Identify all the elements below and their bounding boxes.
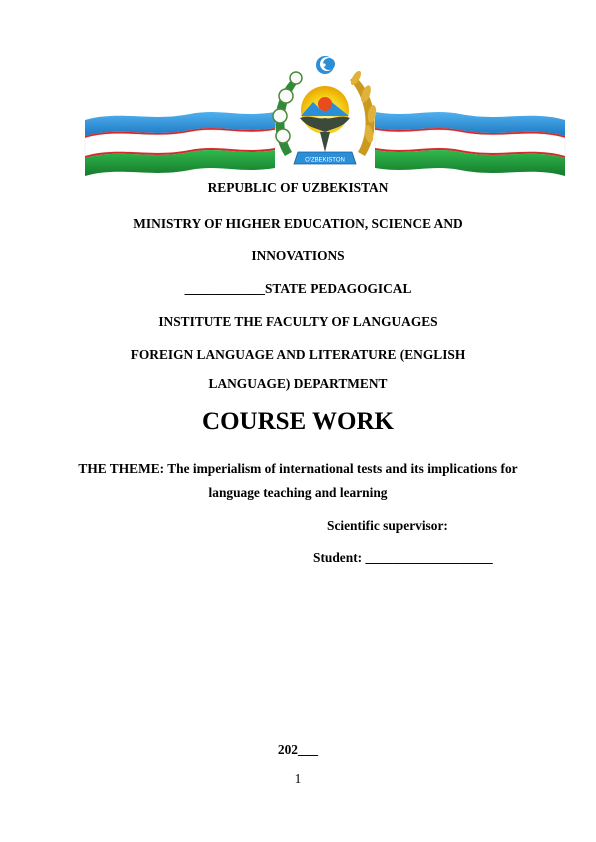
header-department-cont: LANGUAGE) DEPARTMENT bbox=[208, 376, 388, 391]
emblem-center bbox=[294, 56, 356, 164]
right-flag bbox=[375, 112, 565, 176]
header-department: FOREIGN LANGUAGE AND LITERATURE (ENGLISH bbox=[130, 347, 466, 362]
theme-line-1: THE THEME: The imperialism of international tests and its implications for bbox=[78, 461, 518, 476]
header-ministry: MINISTRY OF HIGHER EDUCATION, SCIENCE AND bbox=[133, 216, 463, 231]
scientific-supervisor-label: Scientific supervisor: bbox=[327, 518, 448, 533]
header-country: REPUBLIC OF UZBEKISTAN bbox=[207, 180, 389, 195]
header-faculty: INSTITUTE THE FACULTY OF LANGUAGES bbox=[158, 314, 438, 329]
header-institute-name: ____________STATE PEDAGOGICAL bbox=[184, 281, 412, 296]
page-title: COURSE WORK bbox=[202, 408, 394, 435]
year: 202___ bbox=[277, 742, 319, 757]
state-emblem-with-flag bbox=[80, 48, 570, 184]
uzbekistan-emblem-icon bbox=[80, 48, 570, 184]
header-innovations: INNOVATIONS bbox=[251, 248, 345, 263]
theme-line-2: language teaching and learning bbox=[208, 485, 388, 500]
svg-text:O'ZBEKISTON: O'ZBEKISTON bbox=[305, 157, 345, 164]
left-flag bbox=[85, 112, 275, 176]
page-number: 1 bbox=[294, 771, 302, 786]
student-label: Student: ___________________ bbox=[313, 550, 493, 565]
